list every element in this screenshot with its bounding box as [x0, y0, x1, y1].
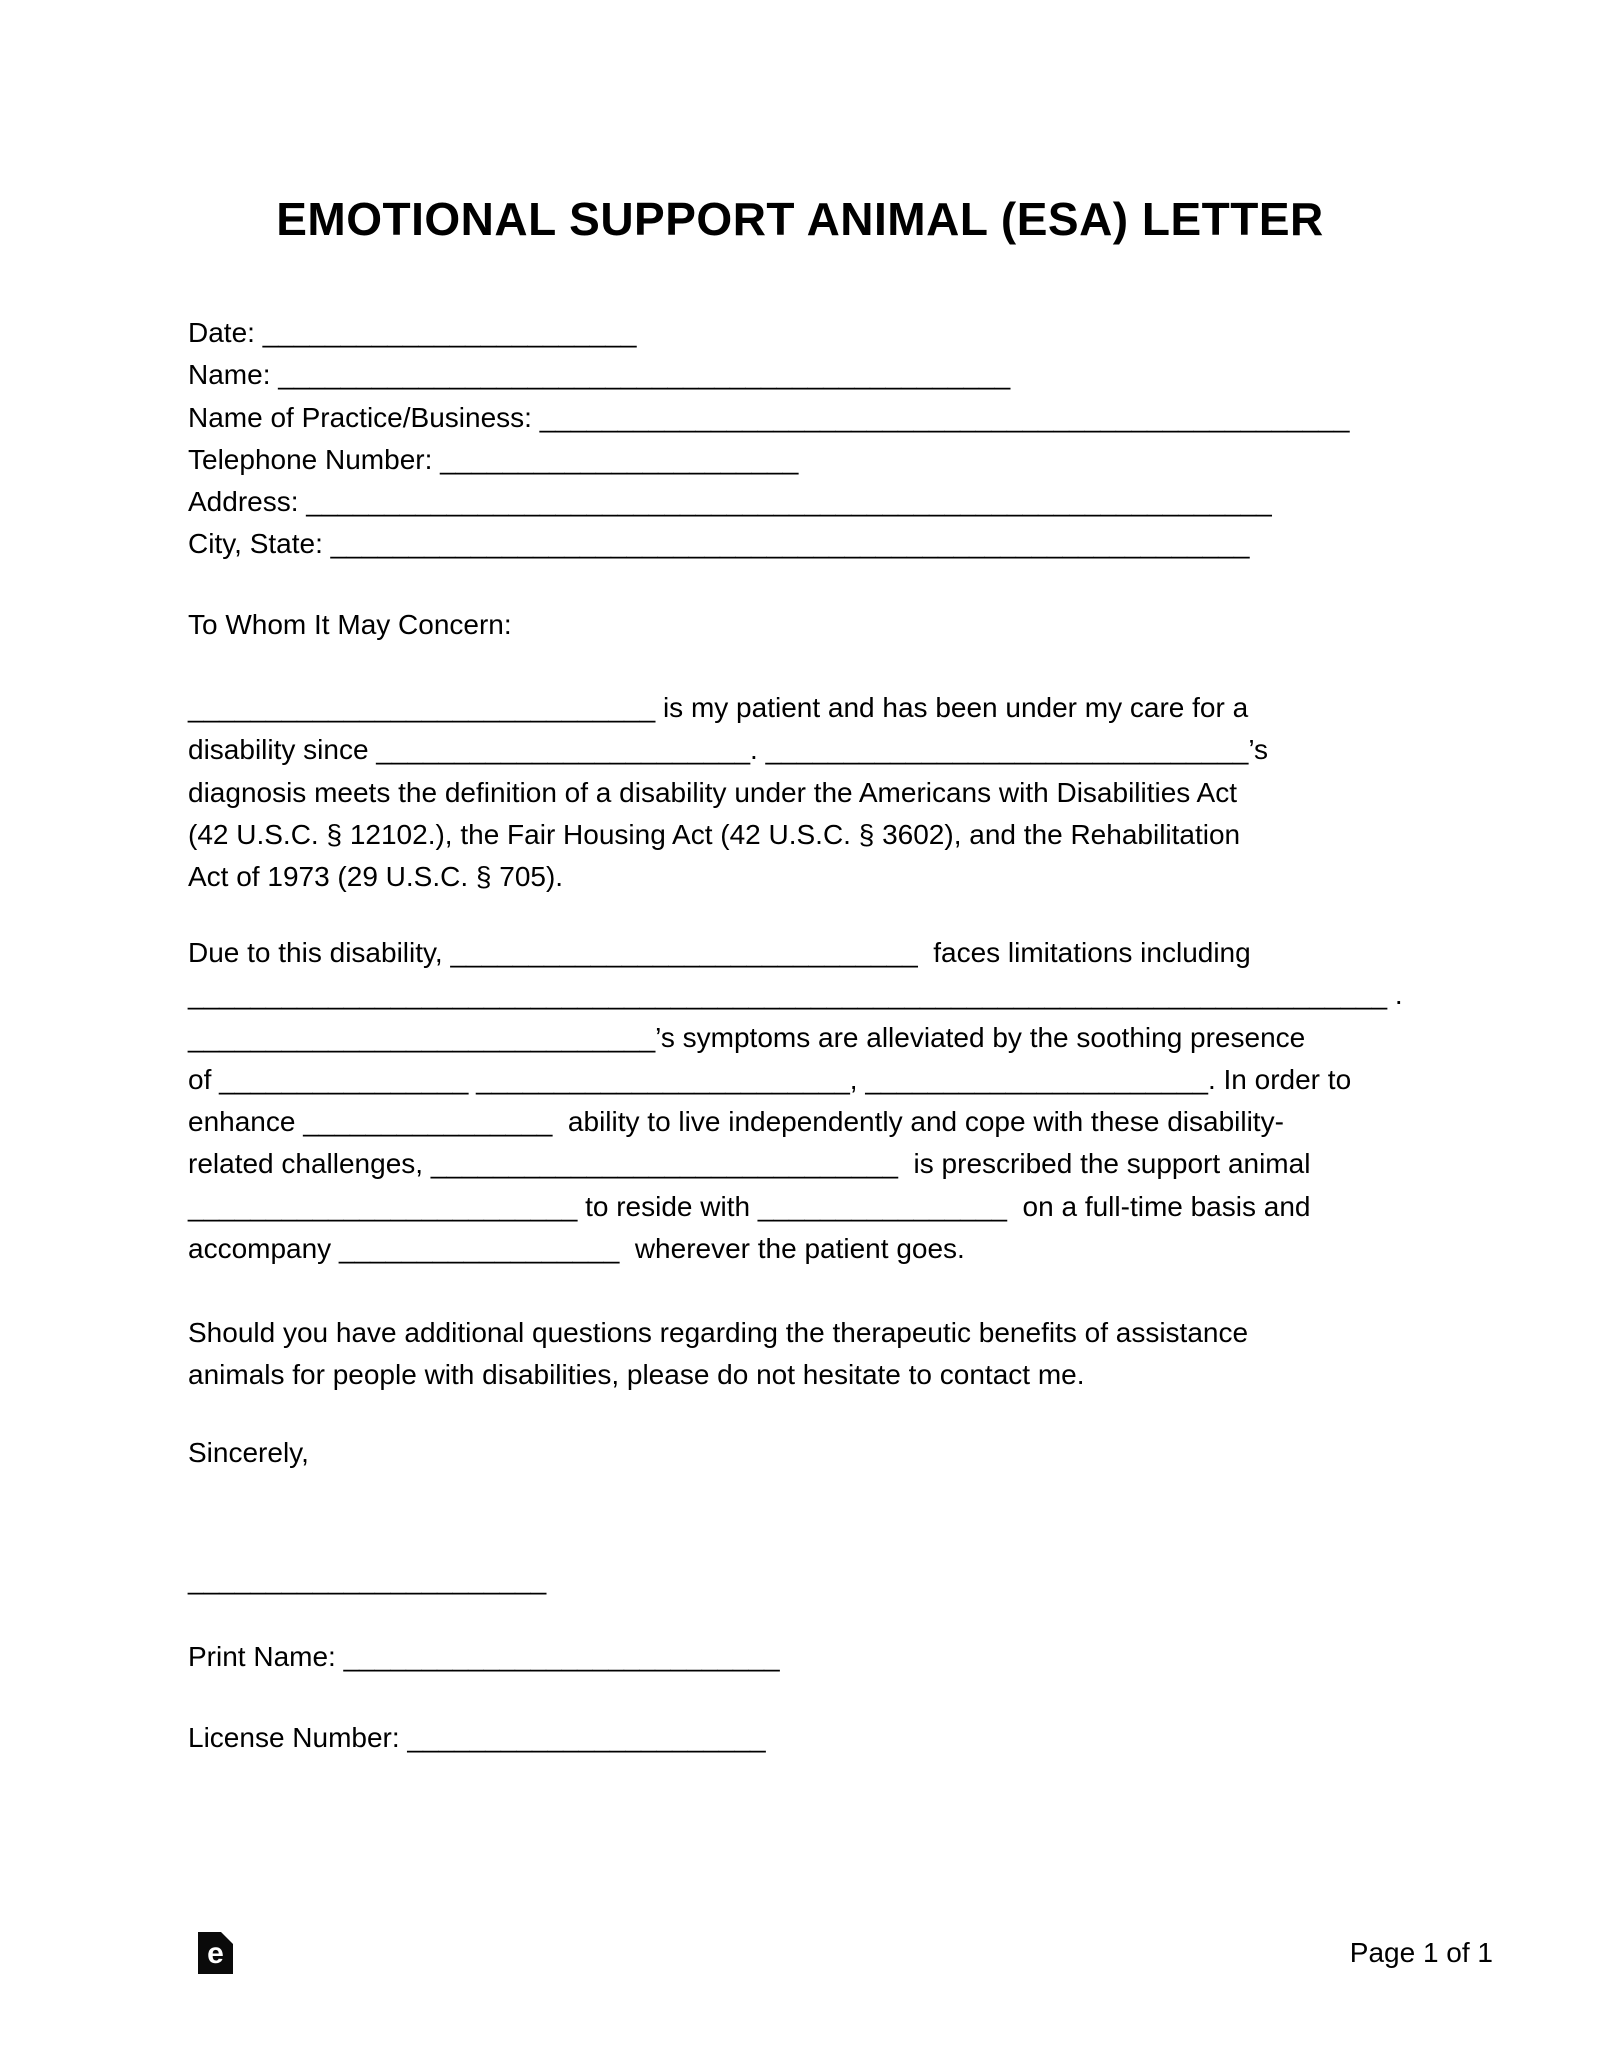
paragraph-patient-diagnosis: [188, 687, 1268, 898]
field-name: Name: _______________________________________________: [188, 359, 1011, 391]
paragraph-additional-questions: [188, 1312, 1248, 1397]
field-city-state: City, State: ___________________________________________________________: [188, 528, 1250, 560]
paragraph-line: of ________________ ________________________, ______________________. In order to: [188, 1063, 1352, 1095]
paragraph-line: ______________________________’s symptoms are alleviated by the soothing presence: [188, 1021, 1306, 1053]
field-date: Date: ________________________: [188, 317, 637, 348]
paragraph-line: ______________________________ is my patient and has been under my care for a: [188, 692, 1249, 723]
signature-line: _______________________: [188, 1564, 547, 1595]
paragraph-line: enhance ________________ ability to live independently and cope with these disability-: [188, 1106, 1284, 1138]
header-fields: [188, 312, 1349, 566]
paragraph-line: Due to this disability, ______________________________ faces limitations including: [188, 937, 1251, 968]
field-address: Address: ______________________________________________________________: [188, 486, 1272, 518]
paragraph-line: animals for people with disabilities, please do not hesitate to contact me.: [188, 1359, 1085, 1391]
closing-sincerely: Sincerely,: [188, 1437, 309, 1468]
paragraph-line: accompany __________________ wherever the patient goes.: [188, 1233, 965, 1265]
field-practice-business: Name of Practice/Business: ____________________________________________________: [188, 401, 1350, 433]
paragraph-line: diagnosis meets the definition of a disability under the Americans with Disabilities Act: [188, 776, 1237, 808]
paragraph-line: _________________________ to reside with ________________ on a full-time basis and: [188, 1190, 1311, 1222]
paragraph-line: (42 U.S.C. § 12102.), the Fair Housing Act (42 U.S.C. § 3602), and the Rehabilitation: [188, 818, 1241, 850]
paragraph-line: Should you have additional questions regarding the therapeutic benefits of assistance: [188, 1317, 1249, 1348]
eforms-document-logo-icon: [198, 1932, 233, 1974]
field-telephone: Telephone Number: _______________________: [188, 443, 799, 475]
paragraph-limitations-prescription: [188, 932, 1403, 1270]
field-print-name: Print Name: ____________________________: [188, 1641, 780, 1672]
paragraph-line: related challenges, ______________________________ is prescribed the support animal: [188, 1148, 1311, 1180]
field-license-number: License Number: _______________________: [188, 1722, 766, 1753]
page-number-label: Page 1 of 1: [1349, 1937, 1493, 1968]
logo-letter: e: [207, 1937, 224, 1970]
salutation: To Whom It May Concern:: [188, 609, 512, 640]
paragraph-line: _____________________________________________________________________________ .: [188, 979, 1403, 1011]
document-title: EMOTIONAL SUPPORT ANIMAL (ESA) LETTER: [276, 193, 1324, 245]
paragraph-line: Act of 1973 (29 U.S.C. § 705).: [188, 861, 564, 893]
paragraph-line: disability since ________________________. _______________________________’s: [188, 734, 1269, 766]
